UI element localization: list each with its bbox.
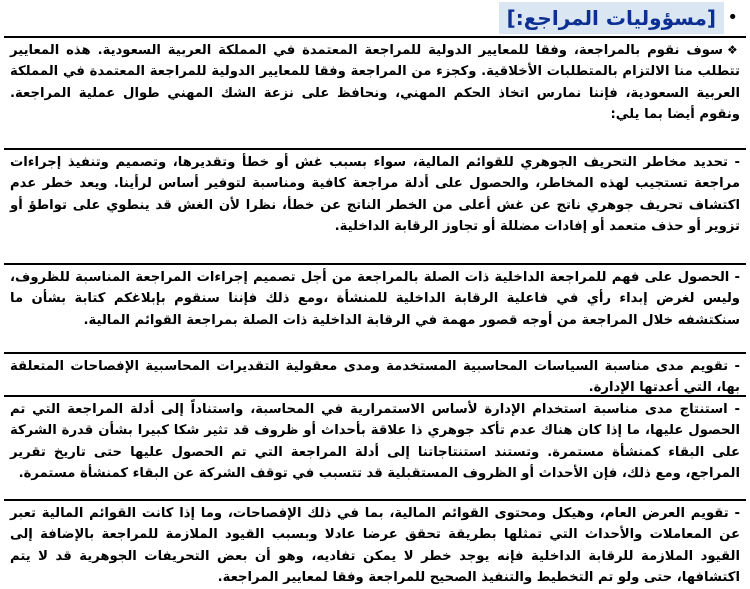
diamond-bullet-icon: ❖ [726, 43, 740, 57]
intro-text: سوف نقوم بالمراجعة، وفقا للمعايير الدولية للمراجعة المعتمدة في المملكة العربية السعودية. هذه المعايير تتطلب منا الالتزام بالمتطلبات الأخلاقية. وكجزء من المراجعة وفقا للمعايير الدولية للمراجعة المعتمدة في المملكة العربية السعودية، فإننا نمارس اتخاذ الحكم المهني، ونحافظ على نزعة الشك المهني طوال عملية المراجعة. ونقوم أيضا بما يلي: [10, 43, 740, 123]
title-bullet-icon: • [727, 7, 738, 28]
responsibility-item-internal-control: - الحصول على فهم للمراجعة الداخلية ذات الصلة بالمراجعة من أجل تصميم إجراءات المراجعة المناسبة للظروف، وليس لغرض إبداء رأي في فاعلية الرقابة الداخلية للمنشأة ،ومع ذلك فإننا سنقوم بإبلاغكم كتابة بشأن ما سنكتشفه خلال المراجعة من أوجه قصور مهمة في الرقابة الداخلية ذات الصلة بمراجعة القوائم المالية. [4, 265, 746, 354]
intro-paragraph [4, 38, 746, 150]
section-title: [مسؤوليات المراجع:] [499, 2, 724, 34]
responsibility-item-going-concern: - استنتاج مدى مناسبة استخدام الإدارة لأساس الاستمرارية في المحاسبة، واستناداً إلى أدلة المراجعة التي تم الحصول عليها، ما إذا كان هناك عدم تأكد جوهري ذا علاقة بأحداث أو ظروف قد تثير شكا كبيرا بشأن قدرة الشركة على البقاء كمنشأة مستمرة. وتستند استنتاجاتنا إلى أدلة المراجعة التي تم الحصول عليها حتى تاريخ تقرير المراجع، ومع ذلك، فإن الأحداث أو الظروف المستقبلية قد تتسبب في توقف الشركة عن البقاء كمنشأة مستمرة. [4, 397, 746, 501]
responsibility-item-accounting-policies: - تقويم مدى مناسبة السياسات المحاسبية المستخدمة ومدى معقولية التقديرات المحاسبية الإفصاحات المتعلقة بها، التي أعدتها الإدارة. [4, 354, 746, 397]
responsibility-item-overall-presentation: - تقويم العرض العام، وهيكل ومحتوى القوائم المالية، بما في ذلك الإفصاحات، وما إذا كانت القوائم المالية تعبر عن المعاملات والأحداث التي تمثلها بطريقة تحقق عرضا عادلا وبسبب القيود الملازمة للمراجعة بالإضافة إلى القيود الملازمة للرقابة الداخلية فإنه يوجد خطر لا يمكن تفاديه، وهو أن بعض التحريفات الجوهرية قد لا يتم اكتشافها، حتى ولو تم التخطيط والتنفيذ الصحيح للمراجعة وفقا لمعايير المراجعة. [10, 506, 740, 586]
responsibility-item-risk-assessment: - تحديد مخاطر التحريف الجوهري للقوائم المالية، سواء بسبب غش أو خطأ وتقديرها، وتصميم وتنفيذ إجراءات مراجعة تستجيب لهذه المخاطر، والحصول على أدلة مراجعة كافية ومناسبة لتوفير أساس لرأينا. ويعد خطر عدم اكتشاف تحريف جوهري ناتج عن غش أعلى من الخطر الناتج عن خطأ، نظرا لأن الغش قد ينطوي على تواطؤ أو تزوير أو حذف متعمد أو إفادات مضللة أو تجاوز الرقابة الداخلية. [4, 150, 746, 265]
section-header [4, 2, 746, 38]
